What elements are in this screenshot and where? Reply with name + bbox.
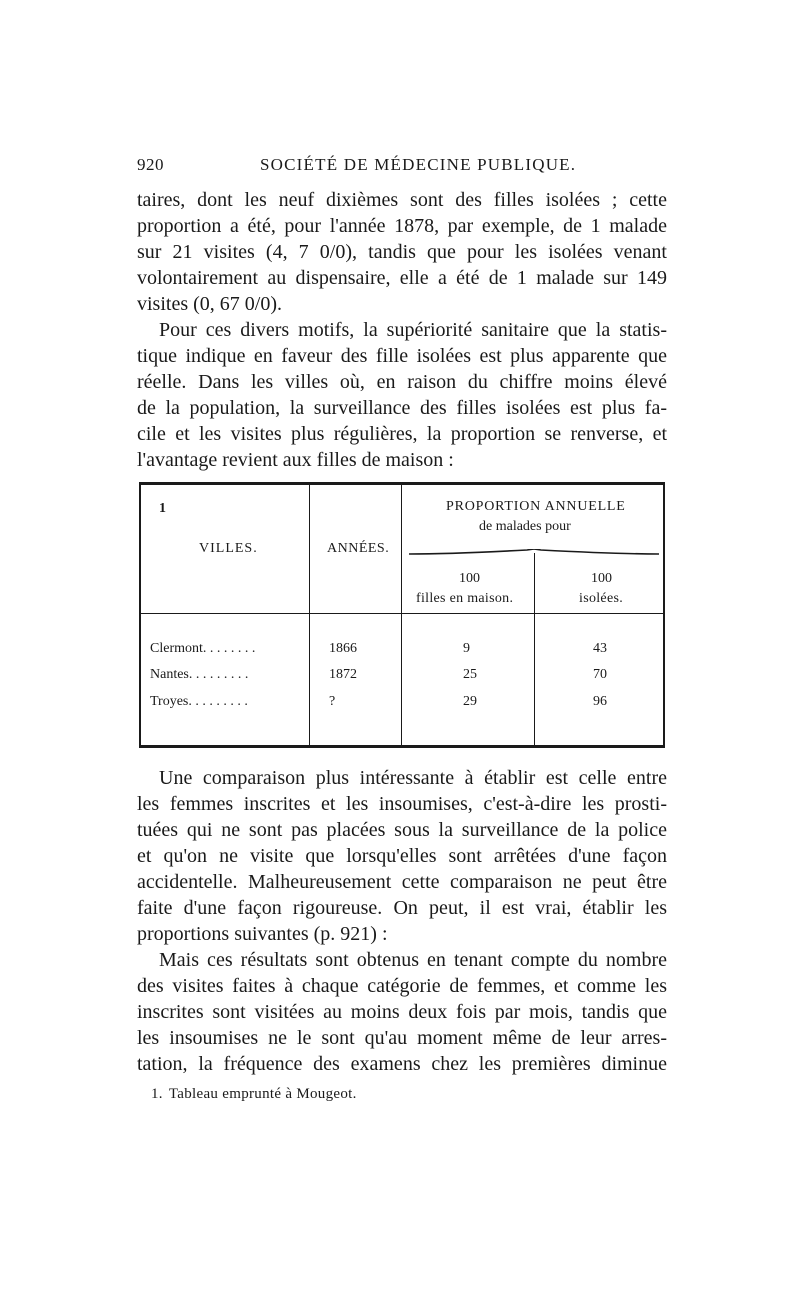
text-line: volontairement au dispensaire, elle a été de 1 malade sur 149 — [137, 267, 667, 289]
cell-isolees: 43 — [593, 641, 607, 656]
cell-isolees: 70 — [593, 667, 607, 682]
table-row — [141, 667, 663, 691]
text-line: tuées qui ne sont pas placées sous la surveillance de la police — [137, 819, 667, 841]
cell-maison: 29 — [463, 694, 477, 709]
cell-maison: 25 — [463, 667, 477, 682]
column-subheader: de malades pour — [479, 519, 571, 534]
page-number: 920 — [137, 155, 164, 174]
cell-city: Nantes. . . . . . . . . — [150, 667, 249, 682]
text-line: cile et les visites plus régulières, la proportion se renverse, et — [137, 423, 667, 445]
body-text-bottom — [137, 765, 667, 1077]
subcolumn-isolees-label: isolées. — [579, 591, 624, 606]
table-footnote-ref: 1 — [159, 501, 166, 516]
text-line: Une comparaison plus intéressante à établir est celle entre — [159, 767, 667, 789]
cell-city: Clermont. . . . . . . . — [150, 641, 256, 656]
subcolumn-isolees-number: 100 — [591, 571, 612, 586]
text-line: et qu'on ne visite que lorsqu'elles sont arrêtées d'une façon — [137, 845, 667, 867]
text-line: inscrites sont visitées au moins deux fois par mois, tandis que — [137, 1001, 667, 1023]
cell-year: 1866 — [329, 641, 357, 656]
text-line: accidentelle. Malheureusement cette comparaison ne peut être — [137, 871, 667, 893]
subcolumn-maison-label: filles en maison. — [416, 591, 514, 606]
statistics-table — [139, 482, 665, 748]
running-title: SOCIÉTÉ DE MÉDECINE PUBLIQUE. — [260, 155, 577, 174]
table-row — [141, 694, 663, 718]
text-line: des visites faites à chaque catégorie de femmes, et comme les — [137, 975, 667, 997]
header-brace — [409, 549, 659, 555]
cell-city: Troyes. . . . . . . . . — [150, 694, 248, 709]
subcolumn-maison-number: 100 — [459, 571, 480, 586]
column-header-annees: ANNÉES. — [327, 541, 390, 556]
cell-year: ? — [329, 694, 336, 709]
text-line: les femmes inscrites et les insoumises, c'est-à-dire les prosti- — [137, 793, 667, 815]
running-header — [137, 153, 667, 181]
text-line: réelle. Dans les villes où, en raison du chiffre moins élevé — [137, 371, 667, 393]
text-line: sur 21 visites (4, 7 0/0), tandis que pour les isolées venant — [137, 241, 667, 263]
footnote-number: 1. — [151, 1086, 163, 1102]
text-line: Mais ces résultats sont obtenus en tenant compte du nombre — [159, 949, 667, 971]
text-line: l'avantage revient aux filles de maison : — [137, 449, 454, 471]
text-line: Pour ces divers motifs, la supériorité sanitaire que la statis- — [159, 319, 667, 341]
text-line: faite d'une façon rigoureuse. On peut, il est vrai, établir les — [137, 897, 667, 919]
cell-maison: 9 — [463, 641, 470, 656]
text-line: les insoumises ne le sont qu'au moment même de leur arres- — [137, 1027, 667, 1049]
table-row — [141, 641, 663, 665]
column-header-villes: VILLES. — [199, 541, 258, 556]
cell-isolees: 96 — [593, 694, 607, 709]
footnote — [151, 1086, 357, 1103]
header-rule — [141, 613, 663, 614]
column-header-proportion: PROPORTION ANNUELLE — [446, 499, 626, 514]
text-line: de la population, la surveillance des filles isolées est plus fa- — [137, 397, 667, 419]
text-line: proportions suivantes (p. 921) : — [137, 923, 388, 945]
text-line: tation, la fréquence des examens chez les premières diminue — [137, 1053, 667, 1075]
cell-year: 1872 — [329, 667, 357, 682]
text-line: taires, dont les neuf dixièmes sont des filles isolées ; cette — [137, 189, 667, 211]
text-line: proportion a été, pour l'année 1878, par exemple, de 1 malade — [137, 215, 667, 237]
text-line: visites (0, 67 0/0). — [137, 293, 282, 315]
footnote-text: Tableau emprunté à Mougeot. — [168, 1086, 357, 1102]
body-text-top — [137, 187, 667, 473]
text-line: tique indique en faveur des fille isolées est plus apparente que — [137, 345, 667, 367]
